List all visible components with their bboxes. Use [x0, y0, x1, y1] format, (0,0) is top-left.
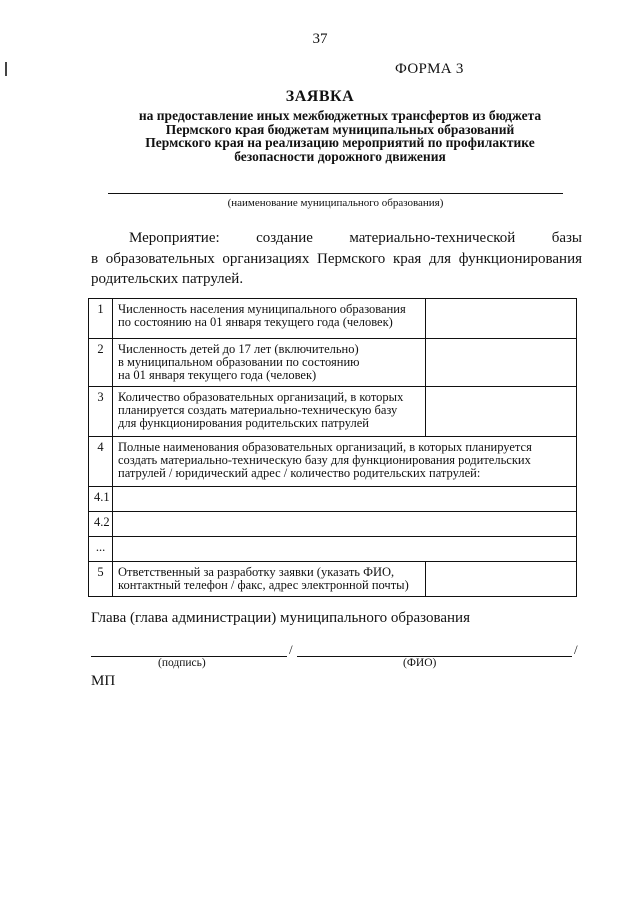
seal-place-label: МП [91, 673, 116, 689]
row-label-line: патрулей / юридический адрес / количество родительских патрулей: [118, 466, 481, 481]
subtitle-line: Пермского края бюджетам муниципальных образований [165, 121, 515, 137]
row-label-line: планируется создать материально-техническую базу [118, 403, 398, 418]
subtitle-line: Пермского края на реализацию мероприятий по профилактике [145, 135, 535, 151]
fio-caption: (ФИО) [403, 657, 437, 669]
measure-rest: в образовательных организациях Пермского края для функционирования родительских патрулей. [91, 250, 582, 287]
value-cell[interactable] [426, 339, 577, 387]
signature-slash: / [289, 642, 293, 657]
application-table [88, 298, 577, 597]
row-label-line: создать материально-техническую базу для функционирования родительских [118, 453, 531, 468]
organization-entry-cell[interactable] [113, 487, 577, 512]
row-label [113, 339, 426, 387]
page-number: 37 [312, 31, 328, 47]
table-row [89, 437, 577, 487]
value-cell[interactable] [426, 299, 577, 339]
row-label-line: для функционирования родительских патрулей [118, 416, 369, 431]
table-row [89, 387, 577, 437]
table-row [89, 339, 577, 387]
row-label [113, 387, 426, 437]
row-number: ... [89, 537, 113, 562]
row-number: 4 [89, 437, 113, 487]
row-number: 4.1 [89, 487, 113, 512]
row-number: 2 [89, 339, 113, 387]
fio-slash: / [574, 642, 578, 657]
row-label-line: Ответственный за разработку заявки (указать ФИО, [118, 565, 395, 579]
row-label [113, 562, 426, 597]
row-label [113, 299, 426, 339]
form-label: ФОРМА 3 [395, 61, 464, 77]
row-label-line: Количество образовательных организаций, в которых [118, 390, 404, 404]
document-title: ЗАЯВКА [285, 88, 355, 105]
table-row [89, 562, 577, 597]
row-label-line: Численность населения муниципального образования [118, 302, 406, 316]
row-label-line: по состоянию на 01 января текущего года (человек) [118, 315, 393, 330]
row-label-line: Полные наименования образовательных организаций, в которых планируется [118, 440, 532, 454]
row-label-line: на 01 января текущего года (человек) [118, 368, 317, 383]
subtitle-line: на предоставление иных межбюджетных трансфертов из бюджета [138, 108, 542, 123]
measure-first-line: Мероприятие: создание материально-технической базы [129, 230, 582, 246]
row-number: 4.2 [89, 512, 113, 537]
measure-paragraph [91, 228, 582, 290]
row-label-line: в муниципальном образовании по состоянию [118, 355, 360, 370]
row-number: 5 [89, 562, 113, 597]
municipality-name-field[interactable] [108, 193, 563, 194]
municipality-caption: (наименование муниципального образования) [227, 197, 444, 209]
value-cell[interactable] [426, 387, 577, 437]
table-row [89, 512, 577, 537]
row-label-line: контактный телефон / факс, адрес электронной почты) [118, 578, 409, 593]
subtitle-line: безопасности дорожного движения [234, 148, 446, 164]
table-row [89, 487, 577, 512]
row-label-line: Численность детей до 17 лет (включительно) [118, 342, 359, 356]
margin-mark [5, 62, 7, 76]
value-cell[interactable] [426, 562, 577, 597]
row-label [113, 437, 577, 487]
signature-caption: (подпись) [158, 657, 206, 669]
document-subtitle [100, 109, 580, 163]
row-number: 3 [89, 387, 113, 437]
head-of-municipality-label: Глава (глава администрации) муниципального образования [91, 610, 470, 626]
row-number: 1 [89, 299, 113, 339]
organization-entry-cell[interactable] [113, 537, 577, 562]
table-row [89, 537, 577, 562]
table-row [89, 299, 577, 339]
organization-entry-cell[interactable] [113, 512, 577, 537]
